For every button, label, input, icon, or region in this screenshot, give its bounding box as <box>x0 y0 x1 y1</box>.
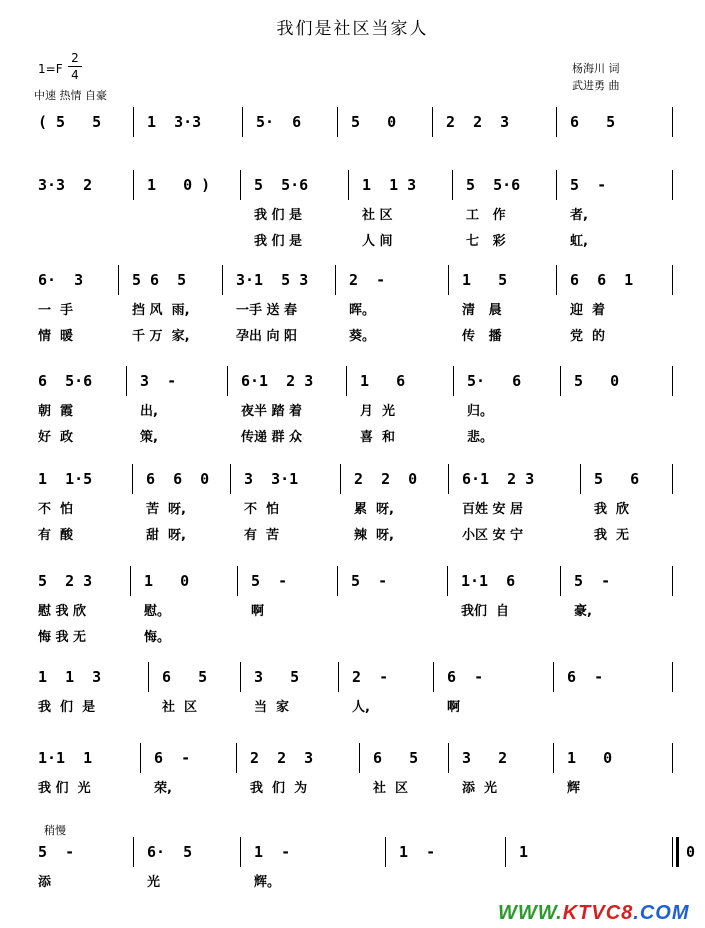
bar-line <box>133 837 134 867</box>
lyric-syllables: 慰。 <box>144 604 171 619</box>
bar-line <box>672 170 673 200</box>
measure-notes: 2 2 0 <box>354 470 418 488</box>
lyric-syllables: 清 晨 <box>462 303 502 318</box>
measure-notes: 5· 6 <box>467 372 522 390</box>
lyric-syllables: 策, <box>140 430 158 445</box>
lyric-syllables: 迎 着 <box>570 303 606 318</box>
measure-notes: 2 - <box>352 668 389 686</box>
bar-line <box>118 265 119 295</box>
measure-notes: 1 0 <box>144 572 190 590</box>
lyric-syllables: 传 播 <box>462 329 502 344</box>
measure-notes: 3 3·1 <box>244 470 299 488</box>
measure-notes: 5 5·6 <box>466 176 521 194</box>
bar-line <box>126 366 127 396</box>
measure-notes: 6 5 <box>373 749 419 767</box>
watermark-part3: .COM <box>633 902 690 924</box>
lyric-syllables: 归。 <box>467 404 494 419</box>
measure-notes: 6·1 2 3 <box>241 372 314 390</box>
tempo-marking: 中速 热情 自豪 <box>34 89 107 102</box>
measure-notes: 6·1 2 3 <box>462 470 535 488</box>
lyric-syllables: 我 们 是 <box>254 234 303 249</box>
measure-notes: 5 - <box>574 572 611 590</box>
bar-line <box>580 464 581 494</box>
lyric-syllables: 夜半 踏 着 <box>241 404 303 419</box>
score-system <box>0 668 705 715</box>
bar-line <box>672 464 673 494</box>
lyric-syllables: 党 的 <box>570 329 606 344</box>
bar-line <box>130 566 131 596</box>
lyric-syllables: 辉。 <box>254 875 281 890</box>
measure-notes: 3 - <box>140 372 177 390</box>
measure-notes: 5 0 <box>574 372 620 390</box>
lyric-syllables: 我 欣 <box>594 502 630 517</box>
bar-line <box>448 464 449 494</box>
lyric-syllables: 晖。 <box>349 303 376 318</box>
bar-line <box>556 170 557 200</box>
measure-notes: 1 1 3 <box>38 668 102 686</box>
lyric-syllables: 社 区 <box>373 781 409 796</box>
tempo-marking-late: 稍慢 <box>44 824 66 837</box>
bar-line <box>236 743 237 773</box>
bar-line <box>230 464 231 494</box>
lyric-syllables: 我 们 为 <box>250 781 308 796</box>
lyric-syllables: 一 手 <box>38 303 74 318</box>
lyric-syllables: 喜 和 <box>360 430 396 445</box>
bar-line <box>553 743 554 773</box>
measure-notes: 1 6 <box>360 372 406 390</box>
measure-notes: 1 5 <box>462 271 508 289</box>
measure-notes: 6 - <box>154 749 191 767</box>
score-system <box>0 176 705 249</box>
bar-line <box>359 743 360 773</box>
measure-notes: 3 2 <box>462 749 508 767</box>
measure-notes: 6 6 0 <box>146 470 210 488</box>
measure-notes: 5 - <box>38 843 75 861</box>
lyric-syllables: 豪, <box>574 604 592 619</box>
bar-line <box>556 107 557 137</box>
measure-notes: 2 2 3 <box>446 113 510 131</box>
score-system <box>0 843 705 890</box>
lyric-syllables: 甜 呀, <box>146 528 186 543</box>
lyric-syllables: 虹, <box>570 234 588 249</box>
measure-notes: 1 3·3 <box>147 113 202 131</box>
bar-line <box>672 743 673 773</box>
lyric-syllables: 不 怕 <box>244 502 280 517</box>
lyric-syllables: 好 政 <box>38 430 74 445</box>
bar-line <box>337 566 338 596</box>
bar-line <box>338 662 339 692</box>
bar-line <box>240 170 241 200</box>
bar-line <box>140 743 141 773</box>
bar-line <box>553 662 554 692</box>
measure-notes: 5 0 <box>351 113 397 131</box>
time-signature-bottom: 4 <box>71 68 79 82</box>
measure-notes: 5 - <box>570 176 607 194</box>
lyric-syllables: 我 们 是 <box>254 208 303 223</box>
measure-notes: 3 5 <box>254 668 300 686</box>
measure-notes: 1 1·5 <box>38 470 93 488</box>
lyric-syllables: 工 作 <box>466 208 506 223</box>
lyric-syllables: 千 万 家, <box>132 329 190 344</box>
bar-line <box>346 366 347 396</box>
bar-line <box>337 107 338 137</box>
measure-notes: 1 0 ) <box>147 176 211 194</box>
lyric-syllables: 光 <box>147 875 161 890</box>
lyric-syllables: 我 无 <box>594 528 630 543</box>
score-system <box>0 749 705 796</box>
lyric-syllables: 情 暖 <box>38 329 74 344</box>
bar-line <box>560 366 561 396</box>
measure-notes: 6 5·6 <box>38 372 93 390</box>
composer-credit: 武进勇 曲 <box>572 79 620 92</box>
lyric-syllables: 百姓 安 居 <box>462 502 524 517</box>
lyric-syllables: 辉 <box>567 781 581 796</box>
bar-line <box>240 837 241 867</box>
measure-notes: 1·1 1 <box>38 749 93 767</box>
lyric-syllables: 悔 我 无 <box>38 630 87 645</box>
lyric-syllables: 人 间 <box>362 234 393 249</box>
measure-notes: 6 - <box>447 668 484 686</box>
measure-notes: 0 <box>686 843 696 861</box>
bar-line <box>448 743 449 773</box>
lyric-syllables: 有 酸 <box>38 528 74 543</box>
lyricist-credit: 杨海川 词 <box>572 62 620 75</box>
measure-notes: 3·1 5 3 <box>236 271 309 289</box>
measure-notes: 5 - <box>251 572 288 590</box>
lyric-syllables: 我们 自 <box>461 604 510 619</box>
measure-notes: 5 6 5 <box>132 271 187 289</box>
measure-notes: 6· 5 <box>147 843 193 861</box>
bar-line <box>432 107 433 137</box>
measure-notes: 5· 6 <box>256 113 302 131</box>
lyric-syllables: 我 们 光 <box>38 781 91 796</box>
lyric-syllables: 累 呀, <box>354 502 394 517</box>
measure-notes: 6 - <box>567 668 604 686</box>
watermark-part2: KTVC8 <box>562 902 634 924</box>
lyric-syllables: 不 怕 <box>38 502 74 517</box>
bar-line <box>672 107 673 137</box>
score-system <box>0 372 705 445</box>
bar-line <box>672 662 673 692</box>
bar-line <box>240 662 241 692</box>
measure-notes: 1·1 6 <box>461 572 516 590</box>
lyric-syllables: 添 <box>38 875 52 890</box>
lyric-syllables: 一手 送 春 <box>236 303 298 318</box>
final-bar-line <box>676 837 679 867</box>
lyric-syllables: 当 家 <box>254 700 290 715</box>
measure-notes: 5 2 3 <box>38 572 93 590</box>
measure-notes: 5 6 <box>594 470 640 488</box>
measure-notes: 6 5 <box>570 113 616 131</box>
bar-line <box>133 170 134 200</box>
bar-line <box>433 662 434 692</box>
bar-line <box>453 366 454 396</box>
measure-notes: 1 - <box>399 843 436 861</box>
bar-line <box>447 566 448 596</box>
bar-line <box>227 366 228 396</box>
lyric-syllables: 社 区 <box>362 208 393 223</box>
key-signature: 1=F <box>38 62 63 76</box>
score-system <box>0 572 705 645</box>
bar-line <box>672 366 673 396</box>
bar-line <box>560 566 561 596</box>
measure-notes: 1 - <box>254 843 291 861</box>
measure-notes: 6 6 1 <box>570 271 634 289</box>
lyric-syllables: 苦 呀, <box>146 502 186 517</box>
bar-line <box>133 107 134 137</box>
lyric-syllables: 七 彩 <box>466 234 506 249</box>
lyric-syllables: 人, <box>352 700 370 715</box>
bar-line <box>672 265 673 295</box>
measure-notes: 1 1 3 <box>362 176 417 194</box>
bar-line <box>242 107 243 137</box>
bar-line <box>385 837 386 867</box>
bar-line <box>348 170 349 200</box>
measure-notes: 5 5·6 <box>254 176 309 194</box>
bar-line <box>222 265 223 295</box>
measure-notes: 6· 3 <box>38 271 84 289</box>
watermark-part1: WWW. <box>498 902 563 924</box>
lyric-syllables: 添 光 <box>462 781 498 796</box>
bar-line <box>452 170 453 200</box>
bar-line <box>505 837 506 867</box>
lyric-syllables: 者, <box>570 208 588 223</box>
measure-notes: 1 0 <box>567 749 613 767</box>
measure-notes: ( 5 5 <box>38 113 102 131</box>
bar-line <box>556 265 557 295</box>
lyric-syllables: 传递 群 众 <box>241 430 303 445</box>
bar-line <box>335 265 336 295</box>
measure-notes: 2 - <box>349 271 386 289</box>
measure-notes: 5 - <box>351 572 388 590</box>
watermark-logo <box>498 902 690 925</box>
lyric-syllables: 啊 <box>251 604 265 619</box>
lyric-syllables: 社 区 <box>162 700 198 715</box>
lyric-syllables: 悲。 <box>467 430 494 445</box>
bar-line <box>148 662 149 692</box>
lyric-syllables: 小区 安 宁 <box>462 528 524 543</box>
lyric-syllables: 辣 呀, <box>354 528 394 543</box>
lyric-syllables: 悔。 <box>144 630 171 645</box>
lyric-syllables: 月 光 <box>360 404 396 419</box>
lyric-syllables: 荣, <box>154 781 172 796</box>
lyric-syllables: 有 苦 <box>244 528 280 543</box>
time-signature <box>68 50 82 83</box>
bar-line <box>132 464 133 494</box>
time-signature-top: 2 <box>71 51 79 65</box>
bar-line <box>340 464 341 494</box>
score-system <box>0 113 705 133</box>
lyric-syllables: 出, <box>140 404 158 419</box>
bar-line <box>237 566 238 596</box>
measure-notes: 6 5 <box>162 668 208 686</box>
bar-line <box>448 265 449 295</box>
score-system <box>0 271 705 344</box>
lyric-syllables: 朝 霞 <box>38 404 74 419</box>
lyric-syllables: 慰 我 欣 <box>38 604 87 619</box>
measure-notes: 2 2 3 <box>250 749 314 767</box>
lyric-syllables: 啊 <box>447 700 461 715</box>
song-title: 我们是社区当家人 <box>276 19 429 39</box>
bar-line <box>672 837 673 867</box>
lyric-syllables: 挡 风 雨, <box>132 303 190 318</box>
lyric-syllables: 葵。 <box>349 329 376 344</box>
lyric-syllables: 孕出 向 阳 <box>236 329 298 344</box>
lyric-syllables: 我 们 是 <box>38 700 96 715</box>
score-system <box>0 470 705 543</box>
measure-notes: 1 <box>519 843 529 861</box>
bar-line <box>672 566 673 596</box>
measure-notes: 3·3 2 <box>38 176 93 194</box>
